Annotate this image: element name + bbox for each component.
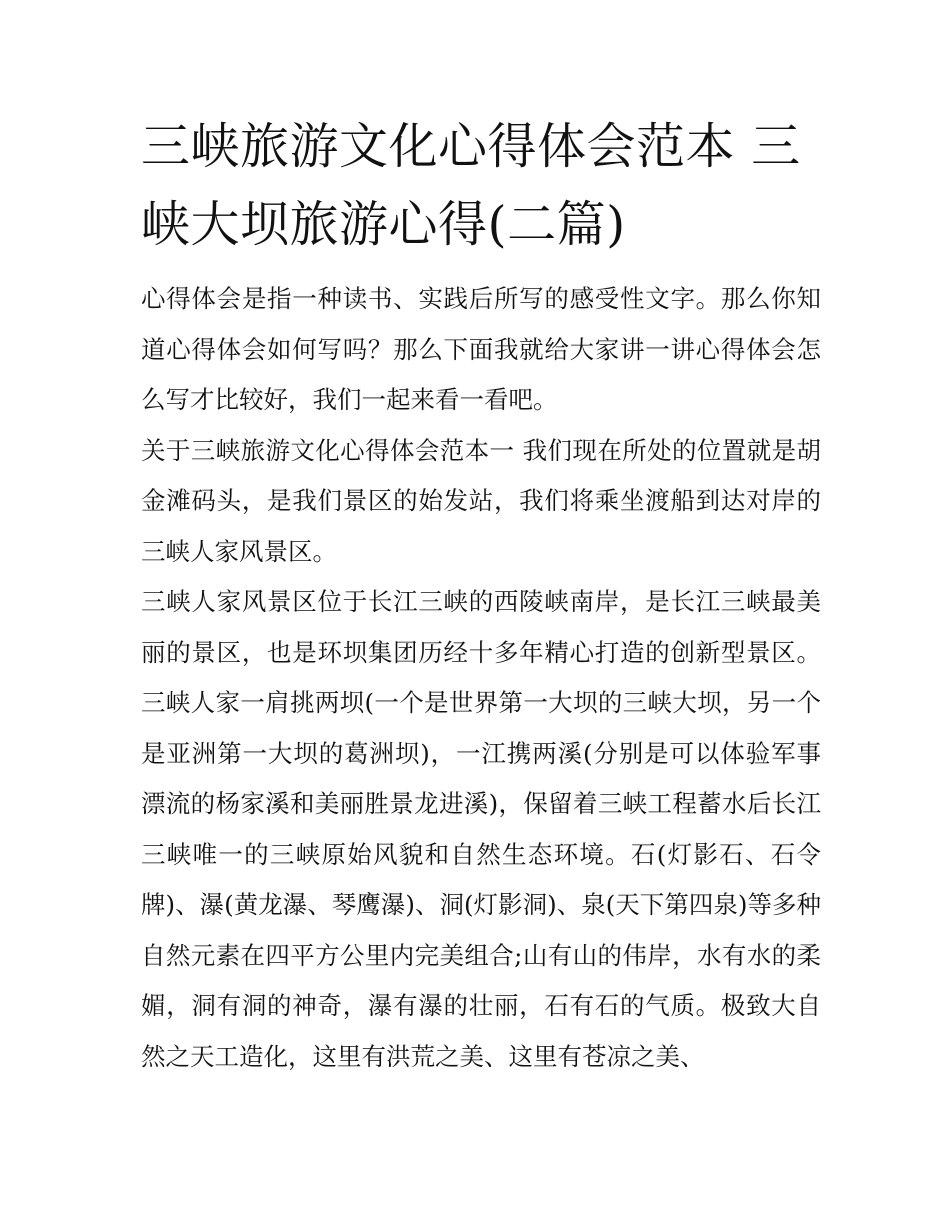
paragraph-scenic-area: 三峡人家风景区位于长江三峡的西陵峡南岸，是长江三峡最美丽的景区，也是环坝集团历经十多年精心打造的创新型景区。三峡人家一肩挑两坝(一个是世界第一大坝的三峡大坝，另一个是亚洲第一大坝的葛洲坝)，一江携两溪(分别是可以体验军事漂流的杨家溪和美丽胜景龙进溪)，保留着三峡工程蓄水后长江三峡唯一的三峡原始风貌和自然生态环境。石(灯影石、石令牌)、瀑(黄龙瀑、琴鹰瀑)、洞(灯影洞)、泉(天下第四泉)等多种自然元素在四平方公里内完美组合;山有山的伟岸，水有水的柔媚，洞有洞的神奇，瀑有瀑的壮丽，石有石的气质。极致大自然之天工造化，这里有洪荒之美、这里有苍凉之美、 — [141, 587, 821, 1071]
paragraph-sample-one: 关于三峡旅游文化心得体会范本一 我们现在所处的位置就是胡金滩码头，是我们景区的始发站，我们将乘坐渡船到达对岸的三峡人家风景区。 — [141, 435, 821, 566]
document-body — [141, 274, 821, 1082]
paragraph-intro: 心得体会是指一种读书、实践后所写的感受性文字。那么你知道心得体会如何写吗？那么下面我就给大家讲一讲心得体会怎么写才比较好，我们一起来看一看吧。 — [141, 284, 821, 414]
document-title: 三峡旅游文化心得体会范本 三峡大坝旅游心得(二篇) — [141, 118, 801, 253]
